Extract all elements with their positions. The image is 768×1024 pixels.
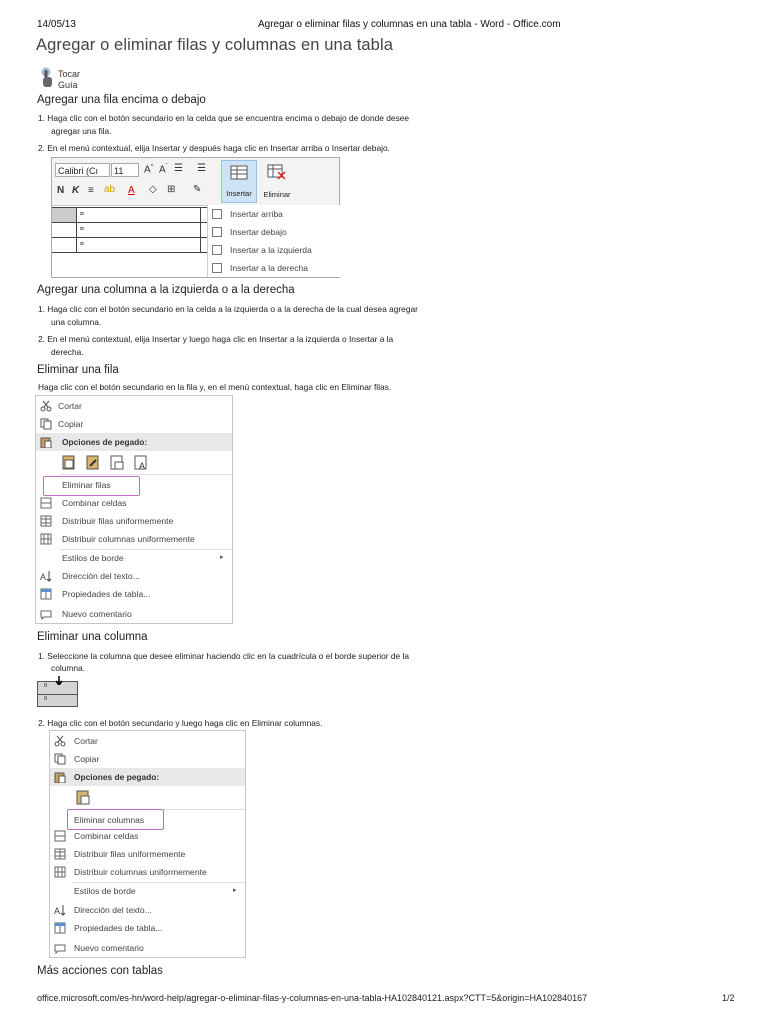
clipboard-icon bbox=[40, 436, 52, 448]
menu-new-comment[interactable]: Nuevo comentario bbox=[50, 939, 245, 957]
menu-text-direction[interactable]: A Dirección del texto... bbox=[40, 571, 140, 582]
step-text: 2. Haga clic con el botón secundario y luego haga clic en Eliminar columnas. bbox=[38, 718, 323, 728]
step-text: columna. bbox=[51, 663, 85, 673]
menu-copy[interactable]: Copiar bbox=[50, 750, 245, 768]
distribute-rows-icon bbox=[54, 848, 66, 860]
insert-left-icon bbox=[212, 245, 222, 255]
copy-icon bbox=[54, 753, 66, 765]
merge-cells-icon bbox=[54, 830, 66, 842]
section-more-actions-heading: Más acciones con tablas bbox=[37, 965, 163, 977]
bullets-icon[interactable]: ☰ bbox=[174, 163, 183, 174]
italic-button[interactable]: K bbox=[72, 185, 80, 196]
insert-above-icon bbox=[212, 209, 222, 219]
menu-insert-below[interactable]: Insertar debajo bbox=[208, 223, 340, 241]
footer-url: office.microsoft.com/es-hn/word-help/agregar-o-eliminar-filas-y-columnas-en-una-tabla-HA102840121.aspx?CTT=5&origin=HA102840167 bbox=[37, 993, 588, 1003]
table-properties-icon bbox=[54, 922, 66, 934]
highlight-box bbox=[43, 476, 140, 496]
page-number: 1/2 bbox=[722, 993, 735, 1003]
submenu-arrow-icon: ▸ bbox=[233, 887, 237, 894]
ribbon-screenshot bbox=[51, 157, 340, 278]
paste-options bbox=[76, 787, 116, 809]
shrink-font-icon[interactable]: $A^ˇ$ bbox=[159, 164, 168, 176]
svg-text:A: A bbox=[40, 572, 47, 582]
table-row[interactable]: ¤ bbox=[52, 223, 207, 238]
paste-text-only-icon[interactable] bbox=[134, 454, 148, 470]
borders-icon[interactable]: ⊞ bbox=[167, 184, 176, 195]
insert-below-icon bbox=[212, 227, 222, 237]
font-color-icon[interactable]: A bbox=[128, 185, 135, 196]
paste-options-header: Opciones de pegado: bbox=[36, 433, 232, 451]
menu-border-styles[interactable]: Estilos de borde ▸ bbox=[50, 882, 245, 900]
menu-merge-cells[interactable]: Combinar celdas bbox=[50, 827, 245, 845]
menu-table-properties[interactable]: Propiedades de tabla... bbox=[36, 585, 232, 603]
step-text: una columna. bbox=[51, 317, 102, 327]
table-properties-icon bbox=[40, 588, 52, 600]
menu-text-direction[interactable]: A Dirección del texto... bbox=[54, 905, 152, 916]
menu-border-styles[interactable]: Estilos de borde ▸ bbox=[36, 549, 232, 567]
comment-icon bbox=[40, 608, 52, 620]
clipboard-icon bbox=[54, 771, 66, 783]
shading-icon[interactable]: ◇ bbox=[149, 184, 157, 195]
step-text: 2. En el menú contextual, elija Insertar y luego haga clic en Insertar a la izquierda o Insertar a la bbox=[38, 334, 394, 344]
step-text: 1. Seleccione la columna que desee eliminar haciendo clic en la cuadrícula o el borde superior de la bbox=[38, 651, 410, 661]
align-icon[interactable]: ≡ bbox=[88, 185, 94, 196]
menu-delete-columns[interactable]: Eliminar columnas bbox=[74, 815, 145, 825]
menu-new-comment[interactable]: Nuevo comentario bbox=[36, 605, 232, 623]
sample-table bbox=[52, 207, 207, 253]
distribute-columns-icon bbox=[54, 866, 66, 878]
merge-cells-icon bbox=[40, 497, 52, 509]
menu-distribute-rows[interactable]: Distribuir filas uniformemente bbox=[50, 845, 245, 863]
hand-touch-icon bbox=[40, 67, 54, 89]
section-delete-column-heading: Eliminar una columna bbox=[37, 631, 148, 643]
menu-distribute-columns[interactable]: Distribuir columnas uniformemente bbox=[36, 530, 232, 548]
paste-keep-format-icon[interactable] bbox=[62, 454, 76, 470]
ribbon-toolbar bbox=[52, 158, 339, 206]
section-text: Haga clic con el botón secundario en la fila y, en el menú contextual, haga clic en Eliminar filas. bbox=[38, 382, 392, 392]
menu-distribute-columns[interactable]: Distribuir columnas uniformemente bbox=[50, 863, 245, 881]
page-title: Agregar o eliminar filas y columnas en una tabla bbox=[36, 36, 393, 54]
font-name-box[interactable]: Calibri (Cı bbox=[55, 163, 110, 177]
down-arrow-icon bbox=[55, 676, 63, 685]
svg-text:A: A bbox=[139, 461, 146, 470]
menu-insert-left[interactable]: Insertar a la izquierda bbox=[208, 241, 340, 259]
print-date: 14/05/13 bbox=[37, 19, 76, 30]
menu-cut[interactable]: Cortar bbox=[50, 732, 245, 750]
numbering-icon[interactable]: ☰ bbox=[197, 163, 206, 174]
menu-table-properties[interactable]: Propiedades de tabla... bbox=[50, 919, 245, 937]
copy-icon bbox=[40, 418, 52, 430]
insert-table-icon bbox=[230, 165, 250, 181]
format-painter-icon[interactable]: ✎ bbox=[193, 184, 202, 195]
highlight-box bbox=[67, 809, 164, 830]
step-text: derecha. bbox=[51, 347, 84, 357]
paste-keep-format-icon[interactable] bbox=[76, 789, 90, 805]
paste-options-header: Opciones de pegado: bbox=[50, 768, 245, 786]
menu-cut[interactable]: Cortar bbox=[36, 397, 232, 415]
comment-icon bbox=[54, 942, 66, 954]
cell-marker: ¤ bbox=[44, 696, 48, 702]
menu-copy[interactable]: Copiar bbox=[36, 415, 232, 433]
insert-menu bbox=[207, 205, 340, 277]
svg-text:A: A bbox=[54, 906, 61, 916]
scissors-icon bbox=[40, 400, 52, 412]
cell-marker: ¤ bbox=[44, 683, 48, 689]
context-menu-rows bbox=[35, 395, 233, 624]
section-delete-row-heading: Eliminar una fila bbox=[37, 364, 119, 376]
menu-insert-above[interactable]: Insertar arriba bbox=[208, 205, 340, 223]
column-selection-image bbox=[37, 681, 78, 707]
step-text: 1. Haga clic con el botón secundario en la celda que se encuentra encima o debajo de donde desee bbox=[38, 113, 410, 123]
menu-insert-right[interactable]: Insertar a la derecha bbox=[208, 259, 340, 277]
scissors-icon bbox=[54, 735, 66, 747]
table-row[interactable]: ¤ bbox=[52, 207, 207, 223]
font-size-box[interactable]: 11 bbox=[111, 163, 139, 177]
print-title: Agregar o eliminar filas y columnas en una tabla - Word - Office.com bbox=[258, 19, 561, 30]
grow-font-icon[interactable]: A^ bbox=[144, 164, 154, 176]
text-direction-icon bbox=[54, 904, 66, 916]
step-text: 1. Haga clic con el botón secundario en la celda a la izquierda o a la derecha de la cual desea agregar bbox=[38, 304, 418, 314]
step-text: 2. En el menú contextual, elija Insertar y después haga clic en Insertar arriba o Insertar debajo. bbox=[38, 143, 390, 153]
bold-button[interactable]: N bbox=[57, 185, 65, 196]
context-menu-columns bbox=[49, 730, 246, 958]
step-text: agregar una fila. bbox=[51, 126, 112, 136]
paste-merge-format-icon[interactable] bbox=[86, 454, 100, 470]
menu-separator bbox=[60, 474, 232, 475]
distribute-columns-icon bbox=[40, 533, 52, 545]
highlight-icon[interactable]: ab bbox=[104, 184, 116, 195]
menu-merge-cells[interactable]: Combinar celdas bbox=[36, 494, 232, 512]
menu-distribute-rows[interactable]: Distribuir filas uniformemente bbox=[36, 512, 232, 530]
distribute-rows-icon bbox=[40, 515, 52, 527]
table-row[interactable]: ¤ bbox=[52, 238, 207, 253]
section-add-row-heading: Agregar una fila encima o debajo bbox=[37, 94, 206, 106]
delete-button[interactable]: Eliminar bbox=[259, 160, 295, 203]
insert-right-icon bbox=[212, 263, 222, 273]
delete-table-icon bbox=[267, 164, 287, 180]
touch-label: Tocar Guía bbox=[58, 69, 81, 90]
paste-picture-icon[interactable] bbox=[110, 454, 124, 470]
insert-button[interactable]: Insertar bbox=[221, 160, 257, 203]
text-direction-icon bbox=[40, 570, 52, 582]
menu-delete-rows[interactable]: Eliminar filas bbox=[62, 480, 111, 490]
paste-options bbox=[62, 452, 182, 474]
section-add-column-heading: Agregar una columna a la izquierda o a la derecha bbox=[37, 284, 295, 296]
submenu-arrow-icon: ▸ bbox=[220, 554, 224, 561]
